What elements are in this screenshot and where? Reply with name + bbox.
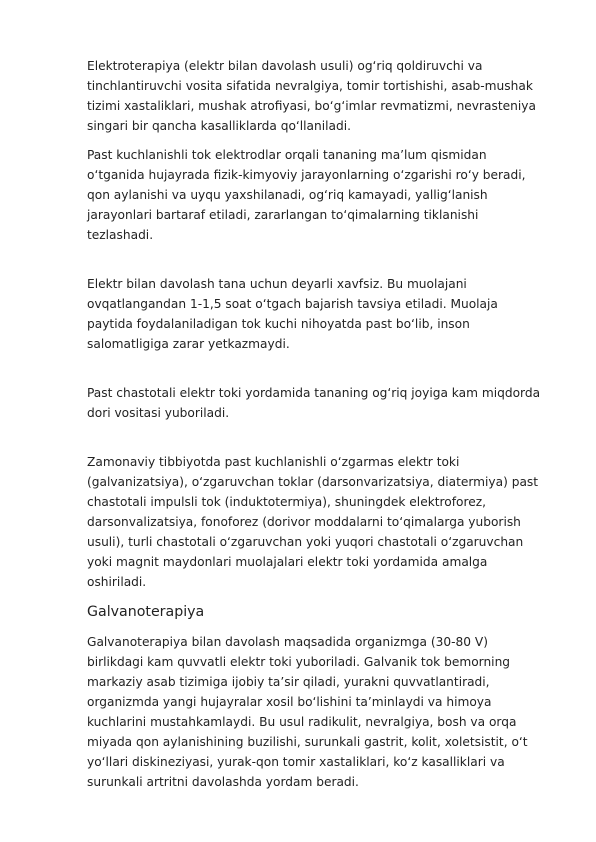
paragraph-modern-methods: Zamonaviy tibbiyotda past kuchlanishli o‘zgarmas elektr toki (galvanizatsiya), o‘zgaruvchan toklar (darsonvarizatsiya, diatermiya) past chastotali impulsli tok (induktotermiya), shuningdek elektroforez, darsonvalizatsiya, fonoforez (dorivor moddalarni to‘qimalarga yuborish usuli), turli chastotali o‘zgaruvchan yoki yuqori chastotali o‘zgaruvchan yoki magnit maydonlari muolajalari elektr toki yordamida amalga oshiriladi. xyxy=(87,455,539,589)
paragraph-low-frequency: Past chastotali elektr toki yordamida tananing og‘riq joyiga kam miqdorda dori vositasi yuboriladi. xyxy=(87,386,541,420)
spacer xyxy=(87,254,547,274)
paragraph-intro: Elektroterapiya (elektr bilan davolash usuli) og‘riq qoldiruvchi va tinchlantiruvchi vosita sifatida nevralgiya, tomir tortishishi, asab-mushak tizimi xastaliklari, mushak atrofiyasi, bo‘g‘imlar revmatizmi, nevrasteniya singari bir qancha kasalliklarda qo‘llaniladi. xyxy=(87,59,536,133)
spacer xyxy=(87,363,547,383)
section-heading: Galvanoterapiya xyxy=(87,604,205,620)
paragraph-safety: Elektr bilan davolash tana uchun deyarli xavfsiz. Bu muolajani ovqatlangandan 1-1,5 soat o‘tgach bajarish tavsiya etiladi. Muolaja paytida foydalaniladigan tok kuchi nihoyatda past bo‘lib, inson salomatligiga zarar yetkazmaydi. xyxy=(87,277,498,351)
spacer xyxy=(87,432,547,452)
document-page xyxy=(87,56,547,801)
paragraph-mechanism: Past kuchlanishli tok elektrodlar orqali tananing ma’lum qismidan o‘tganida hujayrada fizik-kimyoviy jarayonlarning o‘zgarishi ro‘y beradi, qon aylanishi va uyqu yaxshilanadi, og‘riq kamayadi, yallig‘lanish jarayonlari bartaraf etiladi, zararlangan to‘qimalarning tiklanishi tezlashadi. xyxy=(87,148,526,242)
paragraph-galvanotherapy: Galvanoterapiya bilan davolash maqsadida organizmga (30-80 V) birlikdagi kam quvvatli elektr toki yuboriladi. Galvanik tok bemorning markaziy asab tizimiga ijobiy ta’sir qiladi, yurakni quvvatlantiradi, organizmda yangi hujayralar xosil bo‘lishini ta’minlaydi va himoya kuchlarini mustahkamlaydi. Bu usul radikulit, nevralgiya, bosh va orqa miyada qon aylanishining buzilishi, surunkali gastrit, kolit, xoletsistit, o‘t yo‘llari diskineziyasi, yurak-qon tomir xastaliklari, ko‘z kasalliklari va surunkali artritni davolashda yordam beradi. xyxy=(87,635,528,789)
